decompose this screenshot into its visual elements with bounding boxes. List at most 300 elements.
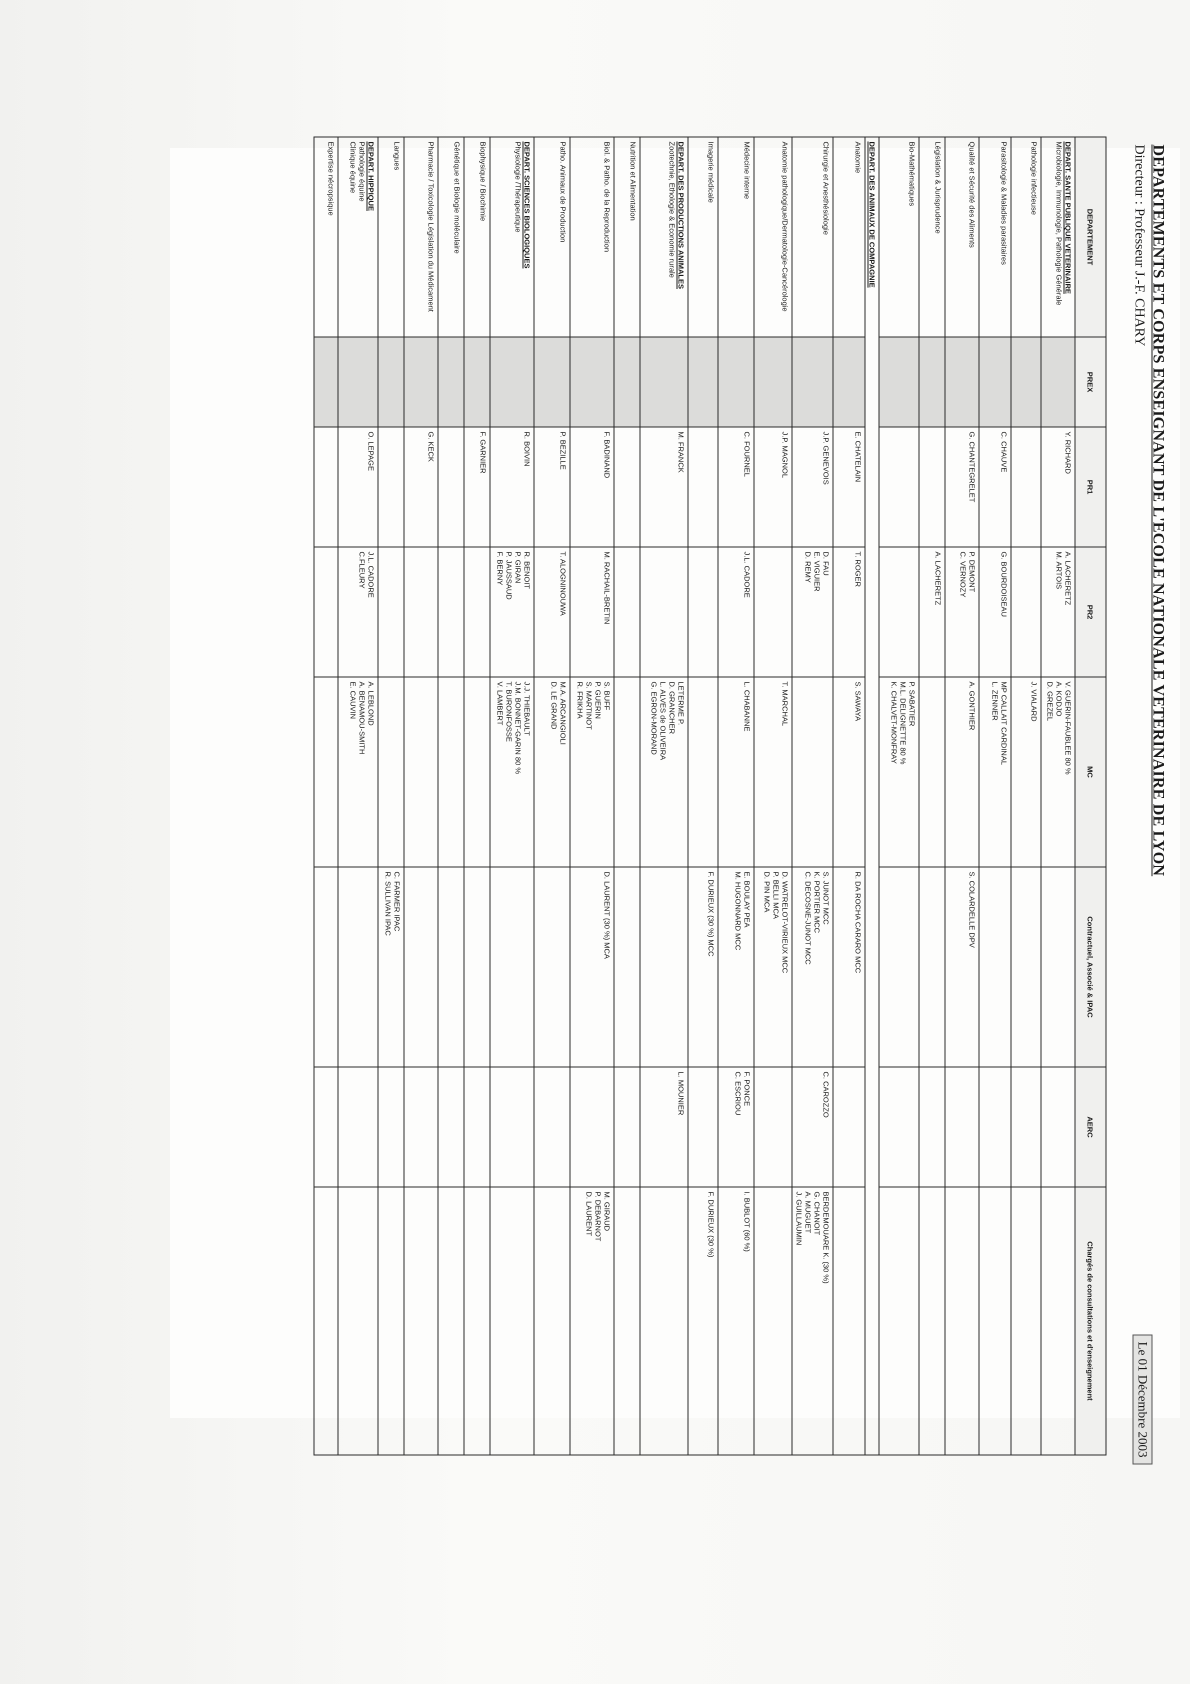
- director-line: Directeur : Professeur J.-F. CHARY: [1131, 144, 1147, 347]
- staff-name: I. BUBLOT (60 %): [742, 1191, 752, 1252]
- staff-name: G. CHANTEGRELET: [967, 431, 977, 503]
- rotated-document: [252, 137, 1167, 1458]
- department-name: DEPART. SCIENCES BIOLOGIQUES: [522, 141, 532, 269]
- department-name: DEPART. SANTE PUBLIQUE VETERINAIRE: [1063, 141, 1073, 294]
- cell-contr: [945, 867, 979, 1067]
- cell-aerc: [404, 1067, 438, 1187]
- staff-name: D. LE GRAND: [549, 681, 559, 730]
- cell-pr1: [534, 427, 570, 547]
- cell-charg: [534, 1187, 570, 1455]
- staff-name: F. BERNY: [495, 551, 505, 586]
- cell-aerc: [1011, 1067, 1041, 1187]
- department-cell: [754, 137, 792, 337]
- cell-aerc: [754, 1067, 792, 1187]
- staff-name: LETERME P.: [676, 681, 686, 726]
- cell-contr: [464, 867, 490, 1067]
- staff-name: A. KODJO: [1054, 681, 1064, 717]
- department-cell: [490, 137, 534, 337]
- table-row: [688, 137, 718, 1455]
- staff-name: D. GRANCHER: [667, 681, 677, 735]
- staff-name: D. REMY: [803, 551, 813, 583]
- cell-pr2: [534, 547, 570, 677]
- department-name: Parasitologie & Maladies parasitaires: [999, 141, 1009, 265]
- cell-contr: [404, 867, 438, 1067]
- staff-name: J. GUILLAUMIN: [794, 1191, 804, 1246]
- department-name: Chirurgie et Anesthésiologie: [821, 141, 831, 235]
- column-header: DEPARTEMENT: [1075, 137, 1106, 337]
- staff-name: J.M. BONNET-GARIN 80 %: [513, 681, 523, 775]
- cell-pr1: [464, 427, 490, 547]
- staff-name: T. ALOGNINOUWA: [558, 551, 568, 616]
- document-page: [170, 141, 1180, 1458]
- cell-prex: [614, 337, 640, 427]
- cell-pr2: [1041, 547, 1075, 677]
- cell-pr1: [640, 427, 688, 547]
- table-row: [570, 137, 614, 1455]
- cell-pr1: [754, 427, 792, 547]
- cell-charg: [570, 1187, 614, 1455]
- staff-name: J.P. GENEVOIS: [821, 431, 831, 485]
- staff-name: R. BENOIT: [522, 551, 532, 590]
- department-subtitle: Physiologie /Thérapeutique: [513, 141, 523, 233]
- cell-prex: [688, 337, 718, 427]
- staff-name: P. GIRAN: [513, 551, 523, 584]
- staff-name: J. VIALARD: [1029, 681, 1039, 722]
- cell-pr2: [945, 547, 979, 677]
- cell-mc: [614, 677, 640, 867]
- cell-pr2: [833, 547, 865, 677]
- cell-charg: [314, 1187, 338, 1455]
- staff-name: K. CHALVET-MONFRAY: [889, 681, 899, 764]
- cell-mc: [464, 677, 490, 867]
- staff-name: L. ALVES de OLIVEIRA: [658, 681, 668, 761]
- staff-name: E. VIGUIER: [812, 551, 822, 592]
- cell-mc: [792, 677, 833, 867]
- table-row: [945, 137, 979, 1455]
- staff-name: P. GUERIN: [593, 681, 603, 719]
- cell-pr2: [464, 547, 490, 677]
- department-name: Biophysique / Biochimie: [478, 141, 488, 222]
- staff-name: C. CHAUVE: [999, 431, 1009, 473]
- cell-charg: [464, 1187, 490, 1455]
- department-subtitle: Zootechnie, Ethologie & Economie rurale: [667, 141, 677, 278]
- cell-charg: [979, 1187, 1011, 1455]
- staff-name: D. GREZEL: [1045, 681, 1055, 722]
- staff-name: V. LAMBERT: [495, 681, 505, 726]
- cell-mc: [1011, 677, 1041, 867]
- staff-name: F. BADINAND: [602, 431, 612, 479]
- cell-mc: [945, 677, 979, 867]
- department-cell: [979, 137, 1011, 337]
- department-name: Patho. Animaux de Production: [558, 141, 568, 243]
- staff-name: R. SULLIVAN IPAC: [383, 871, 393, 936]
- department-name: Nutrition et Alimentation: [628, 141, 638, 221]
- cell-pr2: [314, 547, 338, 677]
- cell-charg: [1011, 1187, 1041, 1455]
- staff-name: M. RACHAIL-BRETIN: [602, 551, 612, 625]
- cell-aerc: [338, 1067, 378, 1187]
- table-body: [314, 137, 1075, 1455]
- cell-mc: [404, 677, 438, 867]
- staff-name: A. LACHERETZ: [1063, 551, 1073, 606]
- staff-name: J.J. THIEBAULT: [522, 681, 532, 736]
- department-cell: [404, 137, 438, 337]
- department-cell: [879, 137, 919, 337]
- staff-name: S. SAWAYA: [853, 681, 863, 722]
- cell-prex: [570, 337, 614, 427]
- table-row: [404, 137, 438, 1455]
- cell-pr1: [919, 427, 945, 547]
- cell-aerc: [314, 1067, 338, 1187]
- cell-contr: [979, 867, 1011, 1067]
- staff-name: O. LEPAGE: [366, 431, 376, 471]
- cell-pr1: [833, 427, 865, 547]
- cell-prex: [792, 337, 833, 427]
- cell-contr: [378, 867, 404, 1067]
- cell-pr1: [614, 427, 640, 547]
- staff-name: C.FLEURY: [357, 551, 367, 589]
- staff-name: C. VERNOZY: [958, 551, 968, 598]
- staff-name: J.L. CADORE: [366, 551, 376, 598]
- cell-mc: [338, 677, 378, 867]
- staff-name: R. BOIVIN: [522, 431, 532, 467]
- cell-contr: [754, 867, 792, 1067]
- staff-name: D. FAU: [821, 551, 831, 576]
- cell-contr: [879, 867, 919, 1067]
- cell-contr: [688, 867, 718, 1067]
- cell-prex: [833, 337, 865, 427]
- cell-aerc: [718, 1067, 754, 1187]
- cell-aerc: [833, 1067, 865, 1187]
- department-subtitle: Pathologie équine: [357, 141, 367, 202]
- column-header: Contractuel, Associé & IPAC: [1075, 867, 1106, 1067]
- staff-name: C. FOURNEL: [742, 431, 752, 477]
- department-cell: [570, 137, 614, 337]
- cell-mc: [919, 677, 945, 867]
- department-name: Anatomie: [853, 141, 863, 174]
- department-name: Imagerie médicale: [706, 141, 716, 203]
- staff-name: M. HUGONNARD MCC: [733, 871, 743, 951]
- department-subtitle: Microbiologie, Immunologie, Pathologie Générale: [1054, 141, 1064, 306]
- cell-charg: [338, 1187, 378, 1455]
- table-row: [919, 137, 945, 1455]
- staff-name: M. FRANCK: [676, 431, 686, 473]
- cell-prex: [879, 337, 919, 427]
- staff-name: S. COLARDELLE DPV: [967, 871, 977, 948]
- cell-pr2: [919, 547, 945, 677]
- cell-pr1: [945, 427, 979, 547]
- cell-prex: [1041, 337, 1075, 427]
- cell-pr1: [879, 427, 919, 547]
- cell-pr2: [614, 547, 640, 677]
- cell-pr1: [404, 427, 438, 547]
- department-name: Génétique et Biologie moléculaire: [452, 141, 462, 254]
- staff-name: F. GARNIER: [478, 431, 488, 474]
- cell-prex: [338, 337, 378, 427]
- table-row: [979, 137, 1011, 1455]
- staff-name: M.L. DELIGNETTE 80 %: [898, 681, 908, 765]
- date-stamp: Le 01 Décembre 2003: [1133, 1335, 1153, 1465]
- cell-charg: [438, 1187, 464, 1455]
- cell-pr1: [378, 427, 404, 547]
- department-cell: [338, 137, 378, 337]
- cell-aerc: [490, 1067, 534, 1187]
- cell-aerc: [438, 1067, 464, 1187]
- staff-name: E. BOULAY PEA: [742, 871, 752, 928]
- cell-pr1: [438, 427, 464, 547]
- department-cell: [688, 137, 718, 337]
- cell-pr1: [314, 427, 338, 547]
- table-row: [314, 137, 338, 1455]
- table-row: [338, 137, 378, 1455]
- cell-contr: [534, 867, 570, 1067]
- cell-pr2: [570, 547, 614, 677]
- staff-name: M. GIRAUD: [602, 1191, 612, 1232]
- cell-mc: [688, 677, 718, 867]
- cell-mc: [833, 677, 865, 867]
- cell-contr: [314, 867, 338, 1067]
- cell-contr: [338, 867, 378, 1067]
- cell-aerc: [614, 1067, 640, 1187]
- cell-mc: [570, 677, 614, 867]
- table-row: [1041, 137, 1075, 1455]
- cell-aerc: [919, 1067, 945, 1187]
- column-header: PREX: [1075, 337, 1106, 427]
- department-name: Bio-Mathématiques: [907, 141, 917, 207]
- staff-name: P. BELLI MCA: [771, 871, 781, 919]
- table-row: [833, 137, 865, 1455]
- cell-charg: [718, 1187, 754, 1455]
- staff-name: D. WATRELOT-VIRIEUX MCC: [780, 871, 790, 974]
- staff-name: T. MARCHAL: [780, 681, 790, 727]
- staff-name: A. LEBLOND: [366, 681, 376, 726]
- department-cell: [1011, 137, 1041, 337]
- department-name: Pharmacie / Toxicologie Législation du Médicament: [426, 141, 436, 312]
- cell-aerc: [792, 1067, 833, 1187]
- cell-charg: [833, 1187, 865, 1455]
- cell-prex: [1011, 337, 1041, 427]
- cell-pr2: [718, 547, 754, 677]
- cell-charg: [754, 1187, 792, 1455]
- department-name: Qualité et Sécurité des Aliments: [967, 141, 977, 248]
- staff-name: L. ZENNER: [990, 681, 1000, 721]
- staff-name: F. DURIEUX (30 %) MCC: [706, 871, 716, 957]
- staff-name: D. LAURENT: [584, 1191, 594, 1237]
- staff-name: C. FARMER IPAC: [392, 871, 402, 932]
- staff-name: MP CALLAIT CARDINAL: [999, 681, 1009, 765]
- department-cell: [614, 137, 640, 337]
- table-row: [614, 137, 640, 1455]
- cell-prex: [464, 337, 490, 427]
- column-header: PR1: [1075, 427, 1106, 547]
- department-name: DEPART. DES PRODUCTIONS ANIMALES: [676, 141, 686, 290]
- table-row: [1011, 137, 1041, 1455]
- cell-aerc: [640, 1067, 688, 1187]
- staff-name: G. CHANOIT: [812, 1191, 822, 1236]
- staff-name: P. DEBARNOT: [593, 1191, 603, 1242]
- staff-name: V. GUERIN-FAUBLEE 80 %: [1063, 681, 1073, 775]
- staff-name: A. GONTHIER: [967, 681, 977, 731]
- staff-name: C. DECOSNE-JUNOT MCC: [803, 871, 813, 965]
- cell-charg: [919, 1187, 945, 1455]
- cell-mc: [438, 677, 464, 867]
- table-row: [490, 137, 534, 1455]
- cell-pr1: [1011, 427, 1041, 547]
- cell-pr2: [404, 547, 438, 677]
- document-title: DEPARTEMENTS ET CORPS ENSEIGNANT DE L'ECOLE NATIONALE VETERINAIRE DE LYON: [1149, 144, 1167, 877]
- department-cell: [945, 137, 979, 337]
- cell-mc: [378, 677, 404, 867]
- cell-pr2: [338, 547, 378, 677]
- staff-name: K. PORTIER MCC: [812, 871, 822, 934]
- cell-mc: [718, 677, 754, 867]
- staff-name: E. CAUVIN: [348, 681, 358, 720]
- cell-charg: [1041, 1187, 1075, 1455]
- cell-prex: [314, 337, 338, 427]
- staff-name: R. DA ROCHA CARARO MCC: [853, 871, 863, 974]
- cell-mc: [314, 677, 338, 867]
- cell-charg: [945, 1187, 979, 1455]
- cell-aerc: [378, 1067, 404, 1187]
- staff-name: A. MUGUET: [803, 1191, 813, 1234]
- cell-pr1: [718, 427, 754, 547]
- section-row: [865, 137, 879, 1455]
- department-name: Médecine interne: [742, 141, 752, 200]
- cell-charg: [378, 1187, 404, 1455]
- staff-name: D. PIN MCA: [762, 871, 772, 913]
- cell-mc: [640, 677, 688, 867]
- table-row: [378, 137, 404, 1455]
- cell-prex: [490, 337, 534, 427]
- cell-pr2: [792, 547, 833, 677]
- department-name: DEPART. HIPPIQUE: [366, 141, 376, 211]
- cell-prex: [640, 337, 688, 427]
- cell-pr1: [688, 427, 718, 547]
- column-header: AERC: [1075, 1067, 1106, 1187]
- table-row: [792, 137, 833, 1455]
- staff-name: S. JUNOT MCC: [821, 871, 831, 925]
- staff-name: G. EGRON-MORAND: [649, 681, 659, 755]
- cell-contr: [614, 867, 640, 1067]
- staff-name: P. JAUSSAUD: [504, 551, 514, 600]
- cell-pr1: [570, 427, 614, 547]
- staff-name: P. BEZILLE: [558, 431, 568, 470]
- cell-charg: [490, 1187, 534, 1455]
- cell-contr: [919, 867, 945, 1067]
- staff-name: J.P. MAGNOL: [780, 431, 790, 479]
- cell-pr2: [1011, 547, 1041, 677]
- staff-name: L. MOUNIER: [676, 1071, 686, 1116]
- staff-name: M.A. ARCANGIOLI: [558, 681, 568, 745]
- cell-pr1: [1041, 427, 1075, 547]
- cell-contr: [1011, 867, 1041, 1067]
- cell-contr: [490, 867, 534, 1067]
- department-cell: [792, 137, 833, 337]
- cell-pr2: [490, 547, 534, 677]
- cell-charg: [879, 1187, 919, 1455]
- section-title: [865, 137, 879, 1455]
- cell-prex: [979, 337, 1011, 427]
- cell-contr: [833, 867, 865, 1067]
- staff-name: L. CHABANNE: [742, 681, 752, 732]
- cell-aerc: [979, 1067, 1011, 1187]
- department-cell: [919, 137, 945, 337]
- staff-name: F. DURIEUX (30 %): [706, 1191, 716, 1258]
- table-row: [640, 137, 688, 1455]
- cell-prex: [754, 337, 792, 427]
- department-name: DEPART. DES ANIMAUX DE COMPAGNIE: [867, 141, 877, 288]
- cell-contr: [718, 867, 754, 1067]
- staff-name: C. ESCRIOU: [733, 1071, 743, 1116]
- staff-name: A. BENAMOU-SMITH: [357, 681, 367, 755]
- staff-name: C. CAROZZO: [821, 1071, 831, 1118]
- column-header: MC: [1075, 677, 1106, 867]
- staff-name: Y. RICHARD: [1063, 431, 1073, 474]
- table-row: [718, 137, 754, 1455]
- cell-prex: [718, 337, 754, 427]
- cell-mc: [534, 677, 570, 867]
- staff-name: G. KECK: [426, 431, 436, 462]
- department-subtitle: Clinique équine: [348, 141, 358, 194]
- cell-pr2: [688, 547, 718, 677]
- cell-contr: [1041, 867, 1075, 1067]
- table-row: [438, 137, 464, 1455]
- cell-pr2: [378, 547, 404, 677]
- cell-mc: [490, 677, 534, 867]
- staff-name: A. LACHERETZ: [933, 551, 943, 606]
- staff-table: [314, 137, 1107, 1456]
- table-row: [464, 137, 490, 1455]
- department-name: Expertise nécropsique: [326, 141, 336, 216]
- cell-charg: [792, 1187, 833, 1455]
- department-name: Langues: [392, 141, 402, 171]
- department-cell: [314, 137, 338, 337]
- cell-pr2: [754, 547, 792, 677]
- department-cell: [718, 137, 754, 337]
- cell-mc: [754, 677, 792, 867]
- table-row: [879, 137, 919, 1455]
- department-cell: [1041, 137, 1075, 337]
- department-cell: [833, 137, 865, 337]
- department-cell: [438, 137, 464, 337]
- staff-name: T. BURONFOSSE: [504, 681, 514, 742]
- staff-name: S. MARTINOT: [584, 681, 594, 730]
- column-header: PR2: [1075, 547, 1106, 677]
- cell-prex: [438, 337, 464, 427]
- cell-mc: [979, 677, 1011, 867]
- cell-aerc: [879, 1067, 919, 1187]
- cell-mc: [879, 677, 919, 867]
- cell-prex: [378, 337, 404, 427]
- cell-prex: [404, 337, 438, 427]
- staff-name: M. ARTOIS: [1054, 551, 1064, 590]
- staff-name: E. CHATELAIN: [853, 431, 863, 483]
- staff-name: R. FRIKHA: [575, 681, 585, 719]
- cell-charg: [688, 1187, 718, 1455]
- staff-name: P. SABATIER: [907, 681, 917, 727]
- cell-pr1: [490, 427, 534, 547]
- cell-aerc: [464, 1067, 490, 1187]
- table-row: [534, 137, 570, 1455]
- cell-aerc: [688, 1067, 718, 1187]
- cell-aerc: [945, 1067, 979, 1187]
- cell-contr: [792, 867, 833, 1067]
- department-name: Législation & Jurisprudence: [933, 141, 943, 234]
- department-cell: [640, 137, 688, 337]
- cell-mc: [1041, 677, 1075, 867]
- staff-name: D. LAURENT (30 %) MCA: [602, 871, 612, 959]
- staff-name: J.L. CADORE: [742, 551, 752, 598]
